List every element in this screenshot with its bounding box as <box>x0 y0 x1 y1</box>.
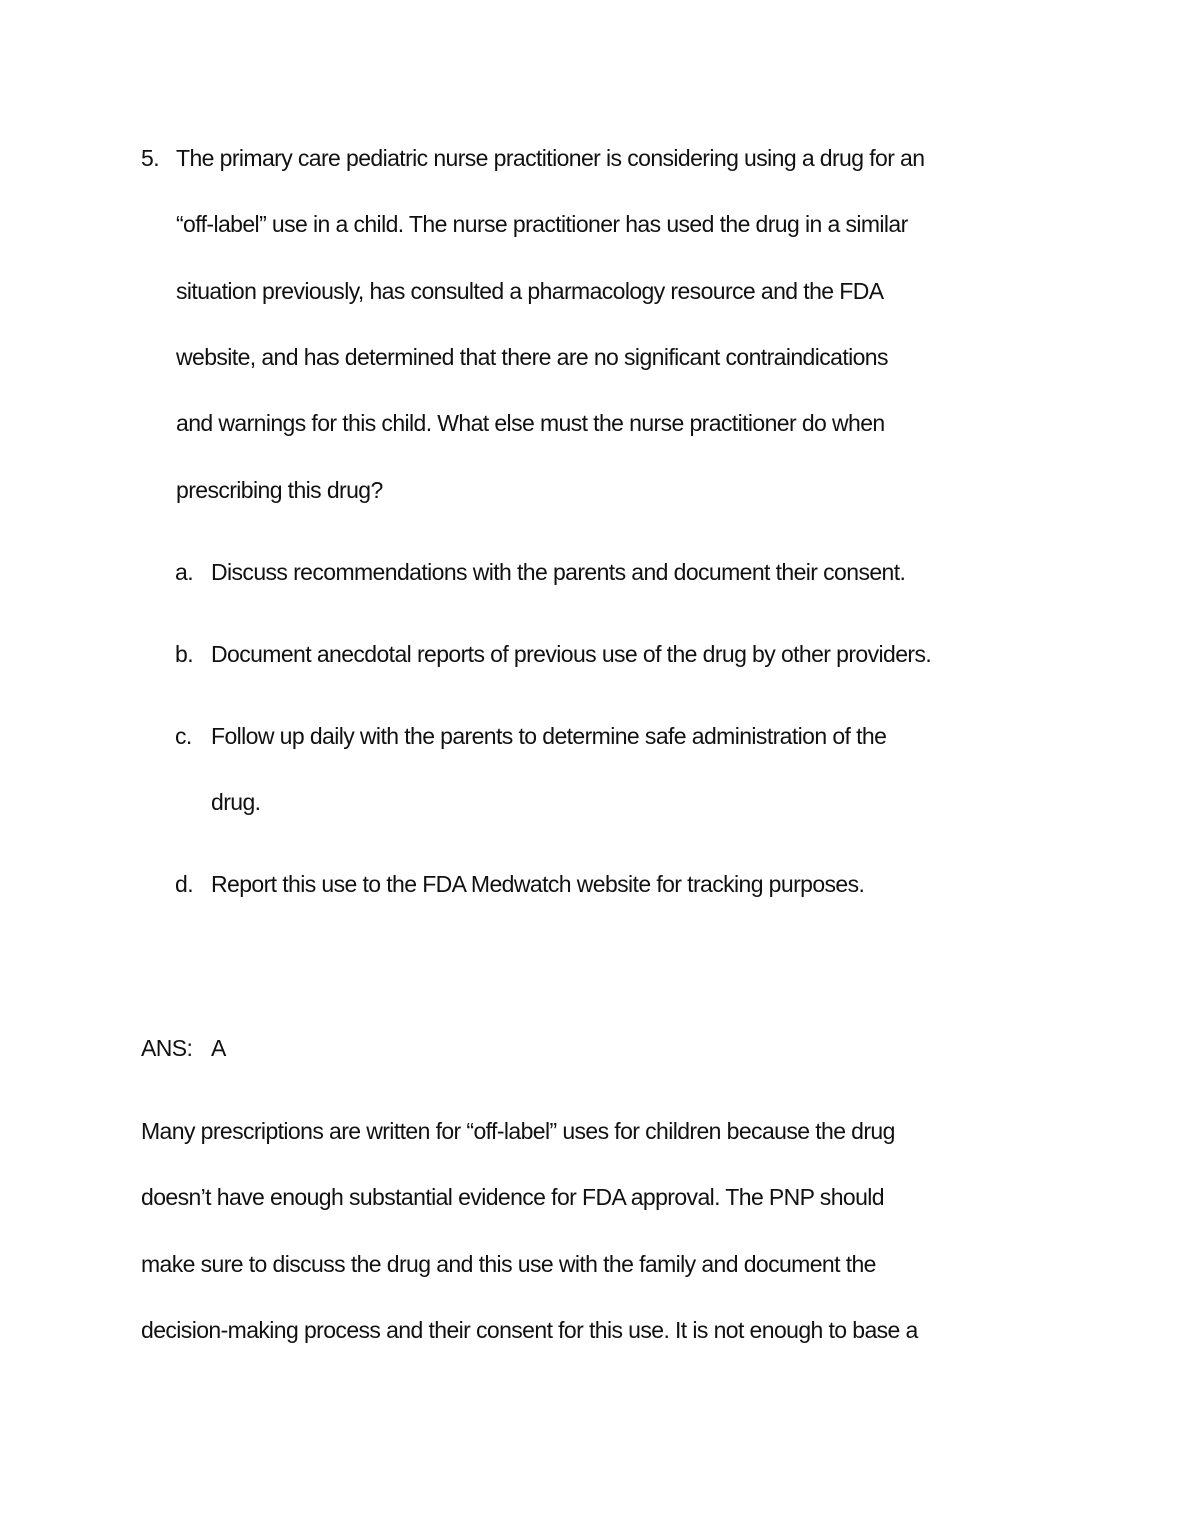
option-text: Document anecdotal reports of previous use of the drug by other providers. <box>211 641 932 667</box>
option-text: Report this use to the FDA Medwatch website for tracking purposes. <box>211 871 865 897</box>
option-letter: d. <box>175 871 193 897</box>
option-letter: a. <box>175 559 193 585</box>
question-stem-line: prescribing this drug? <box>176 477 383 503</box>
option-letter: c. <box>175 723 192 749</box>
rationale-line: decision-making process and their consent for this use. It is not enough to base a <box>141 1317 918 1343</box>
question-stem-line: “off-label” use in a child. The nurse practitioner has used the drug in a similar <box>176 211 908 237</box>
option-text: drug. <box>211 789 261 815</box>
answer-value: A <box>211 1035 226 1061</box>
rationale-line: doesn’t have enough substantial evidence for FDA approval. The PNP should <box>141 1184 884 1210</box>
answer-label: ANS: <box>141 1035 193 1061</box>
option-text: Discuss recommendations with the parents and document their consent. <box>211 559 906 585</box>
question-stem-line: The primary care pediatric nurse practitioner is considering using a drug for an <box>176 145 925 171</box>
option-text: Follow up daily with the parents to determine safe administration of the <box>211 723 887 749</box>
rationale-line: make sure to discuss the drug and this use with the family and document the <box>141 1251 876 1277</box>
question-stem-line: situation previously, has consulted a pharmacology resource and the FDA <box>176 278 884 304</box>
rationale-line: Many prescriptions are written for “off-label” uses for children because the drug <box>141 1118 895 1144</box>
question-stem-line: website, and has determined that there are no significant contraindications <box>176 344 888 370</box>
option-letter: b. <box>175 641 193 667</box>
question-number: 5. <box>141 145 159 171</box>
question-stem-line: and warnings for this child. What else must the nurse practitioner do when <box>176 410 885 436</box>
